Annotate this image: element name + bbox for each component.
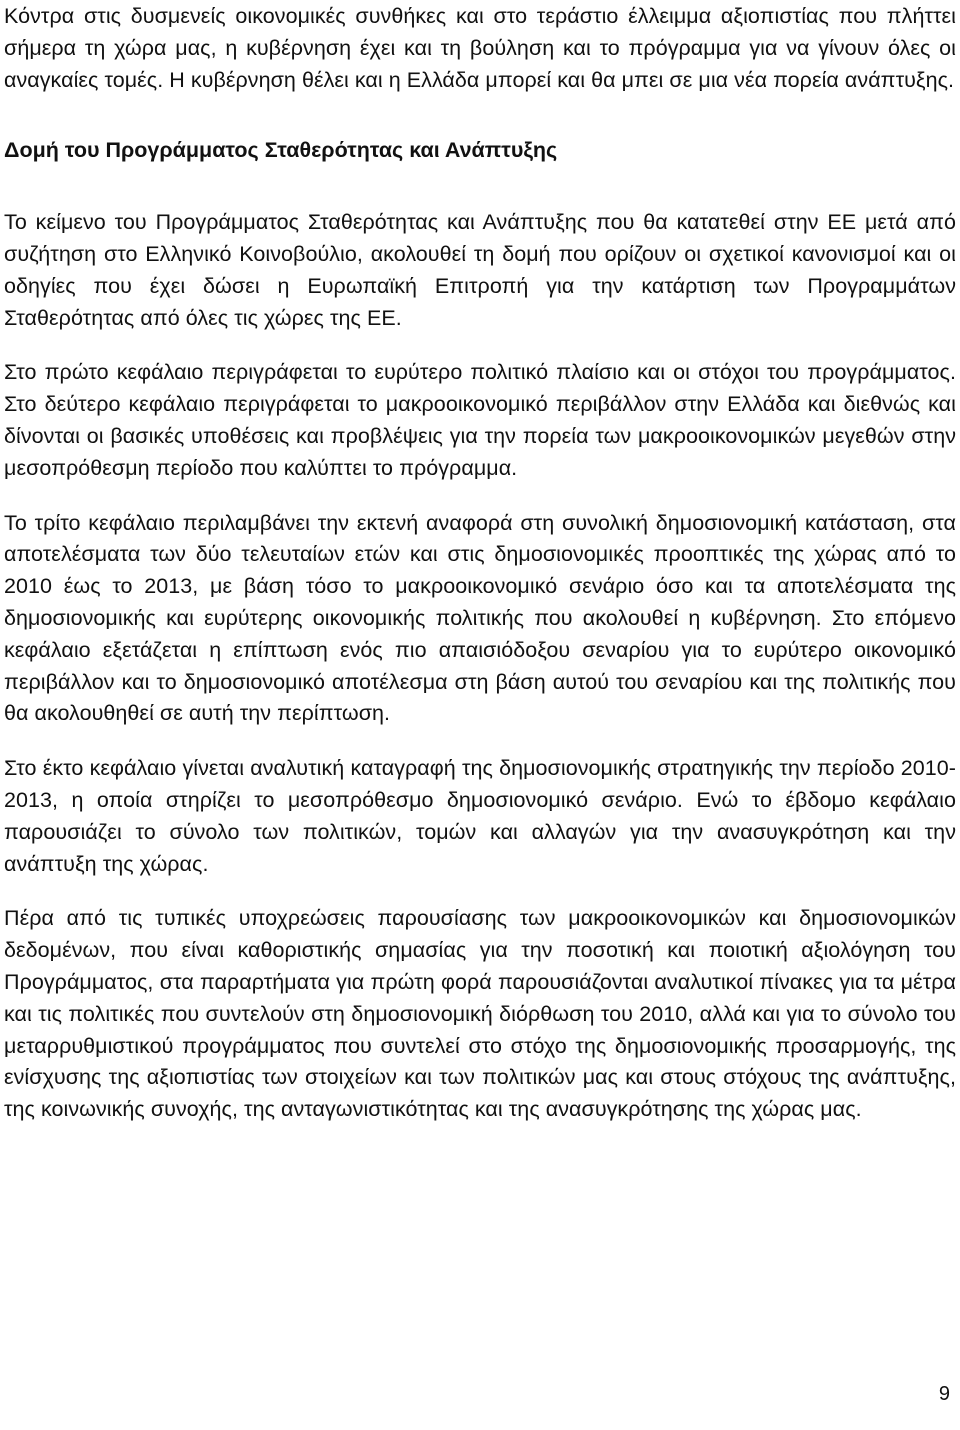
intro-paragraph: Κόντρα στις δυσμενείς οικονομικές συνθήκες και στο τεράστιο έλλειμμα αξιοπιστίας που πλήττει σήμερα τη χώρα μας, η κυβέρνηση έχει και τη βούληση και το πρόγραμμα για να γίνουν όλες οι αναγκαίες τομές. Η κυβέρνηση θέλει και η Ελλάδα μπορεί και θα μπει σε μια νέα πορεία ανάπτυξης. — [4, 4, 956, 92]
paragraph-chapters-1-2: Στο πρώτο κεφάλαιο περιγράφεται το ευρύτερο πολιτικό πλαίσιο και οι στόχοι του προγράμματος. Στο δεύτερο κεφάλαιο περιγράφεται το μακροοικονομικό περιβάλλον στην Ελλάδα και διεθνώς και δίνονται οι βασικές υποθέσεις και προβλέψεις για την πορεία των μακροοικονομικών μεγεθών στην μεσοπρόθεσμη περίοδο που καλύπτει το πρόγραμμα. — [4, 360, 956, 480]
section-heading: Δομή του Προγράμματος Σταθερότητας και Ανάπτυξης — [4, 138, 558, 163]
paragraph-chapters-3-5: Το τρίτο κεφάλαιο περιλαμβάνει την εκτενή αναφορά στη συνολική δημοσιονομική κατάσταση, στα αποτελέσματα των δύο τελευταίων ετών και στις δημοσιονομικές προοπτικές της χώρας από το 2010 έως το 2013, με βάση τόσο το μακροοικονομικό σενάριο όσο και τα αποτελέσματα της δημοσιονομικής και ευρύτερης οικονομικής πολιτικής που ακολουθεί η κυβέρνηση. Στο επόμενο κεφάλαιο εξετάζεται η επίπτωση ενός πιο απαισιόδοξου σεναρίου για το ευρύτερο οικονομικό περιβάλλον και το δημοσιονομικό αποτέλεσμα στη βάση αυτού του σεναρίου και της πολιτικής που θα ακολουθηθεί σε αυτή την περίπτωση. — [4, 510, 956, 726]
page-content — [4, 0, 956, 1126]
paragraph-structure: Το κείμενο του Προγράμματος Σταθερότητας και Ανάπτυξης που θα κατατεθεί στην ΕΕ μετά από συζήτηση στο Ελληνικό Κοινοβούλιο, ακολουθεί τη δομή που ορίζουν οι σχετικοί κανονισμοί και οι οδηγίες που έχει δώσει η Ευρωπαϊκή Επιτροπή για την κατάρτιση των Προγραμμάτων Σταθερότητας από όλες τις χώρες της ΕΕ. — [4, 210, 956, 330]
paragraph-annexes: Πέρα από τις τυπικές υποχρεώσεις παρουσίασης των μακροοικονομικών και δημοσιονομικών δεδομένων, που είναι καθοριστικής σημασίας για την ποσοτική και ποιοτική αξιολόγηση του Προγράμματος, στα παραρτήματα για πρώτη φορά παρουσιάζονται αναλυτικοί πίνακες για τα μέτρα και τις πολιτικές που συντελούν στη δημοσιονομική διόρθωση του 2010, αλλά και για το σύνολο του μεταρρυθμιστικού προγράμματος που συντελεί στο στόχο της δημοσιονομικής προσαρμογής, της ενίσχυσης της αξιοπιστίας των στοιχείων και των πολιτικών μας και στους στόχους της ανάπτυξης, της κοινωνικής συνοχής, της ανταγωνιστικότητας και της ανασυγκρότησης της χώρας μας. — [4, 906, 956, 1122]
paragraph-chapters-6-7: Στο έκτο κεφάλαιο γίνεται αναλυτική καταγραφή της δημοσιονομικής στρατηγικής την περίοδο 2010-2013, η οποία στηρίζει το μεσοπρόθεσμο δημοσιονομικό σενάριο. Ενώ το έβδομο κεφάλαιο παρουσιάζει το σύνολο των πολιτικών, τομών και αλλαγών για την ανασυγκρότηση και την ανάπτυξη της χώρας. — [4, 756, 956, 876]
page-number: 9 — [938, 1383, 950, 1405]
